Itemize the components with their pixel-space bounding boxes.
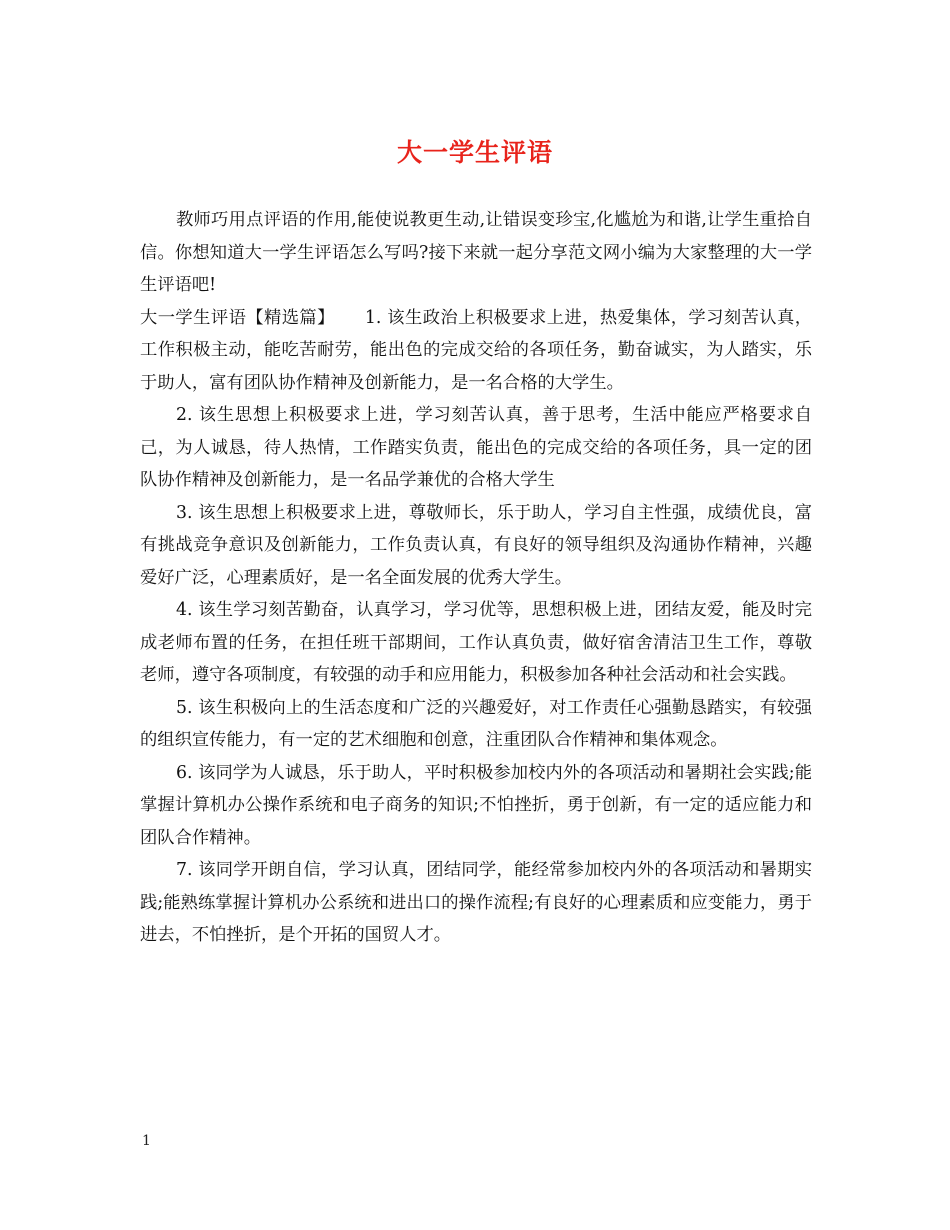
page-number: 1 — [142, 1133, 151, 1149]
item-paragraph-1 — [140, 302, 812, 400]
item-paragraph-2: 2. 该生思想上积极要求上进，学习刻苦认真，善于思考，生活中能应严格要求自己，为人诚恳，待人热情，工作踏实负责，能出色的完成交给的各项任务，具一定的团队协作精神及创新能力，是一名品学兼优的合格大学生 — [140, 405, 812, 490]
document-body — [140, 204, 812, 952]
intro-paragraph: 教师巧用点评语的作用,能使说教更生动,让错误变珍宝,化尴尬为和谐,让学生重拾自信。你想知道大一学生评语怎么写吗?接下来就一起分享范文网小编为大家整理的大一学生评语吧! — [140, 210, 812, 295]
item-paragraph-4: 4. 该生学习刻苦勤奋，认真学习，学习优等，思想积极上进，团结友爱，能及时完成老师布置的任务，在担任班干部期间，工作认真负责，做好宿舍清洁卫生工作，尊敬老师，遵守各项制度，有较强的动手和应用能力，积极参加各种社会活动和社会实践。 — [140, 600, 812, 685]
item-paragraph-6: 6. 该同学为人诚恳，乐于助人，平时积极参加校内外的各项活动和暑期社会实践;能掌握计算机办公操作系统和电子商务的知识;不怕挫折，勇于创新，有一定的适应能力和团队合作精神。 — [140, 762, 812, 848]
item-paragraph-5: 5. 该生积极向上的生活态度和广泛的兴趣爱好，对工作责任心强勤恳踏实，有较强的组织宣传能力，有一定的艺术细胞和创意，注重团队合作精神和集体观念。 — [140, 697, 812, 750]
item-text-1: 1. 该生政治上积极要求上进，热爱集体，学习刻苦认真，工作积极主动，能吃苦耐劳，能出色的完成交给的各项任务，勤奋诚实，为人踏实，乐于助人，富有团队协作精神及创新能力，是一名合格的大学生。 — [140, 307, 812, 393]
item-paragraph-3: 3. 该生思想上积极要求上进，尊敬师长，乐于助人，学习自主性强，成绩优良，富有挑战竞争意识及创新能力，工作负责认真，有良好的领导组织及沟通协作精神，兴趣爱好广泛，心理素质好，是一名全面发展的优秀大学生。 — [140, 502, 812, 588]
item-paragraph-7: 7. 该同学开朗自信，学习认真，团结同学，能经常参加校内外的各项活动和暑期实践;能熟练掌握计算机办公系统和进出口的操作流程;有良好的心理素质和应变能力，勇于进去，不怕挫折，是个开拓的国贸人才。 — [140, 860, 812, 945]
section-label: 大一学生评语【精选篇】 — [140, 307, 335, 328]
document-title: 大一学生评语 — [396, 138, 553, 167]
